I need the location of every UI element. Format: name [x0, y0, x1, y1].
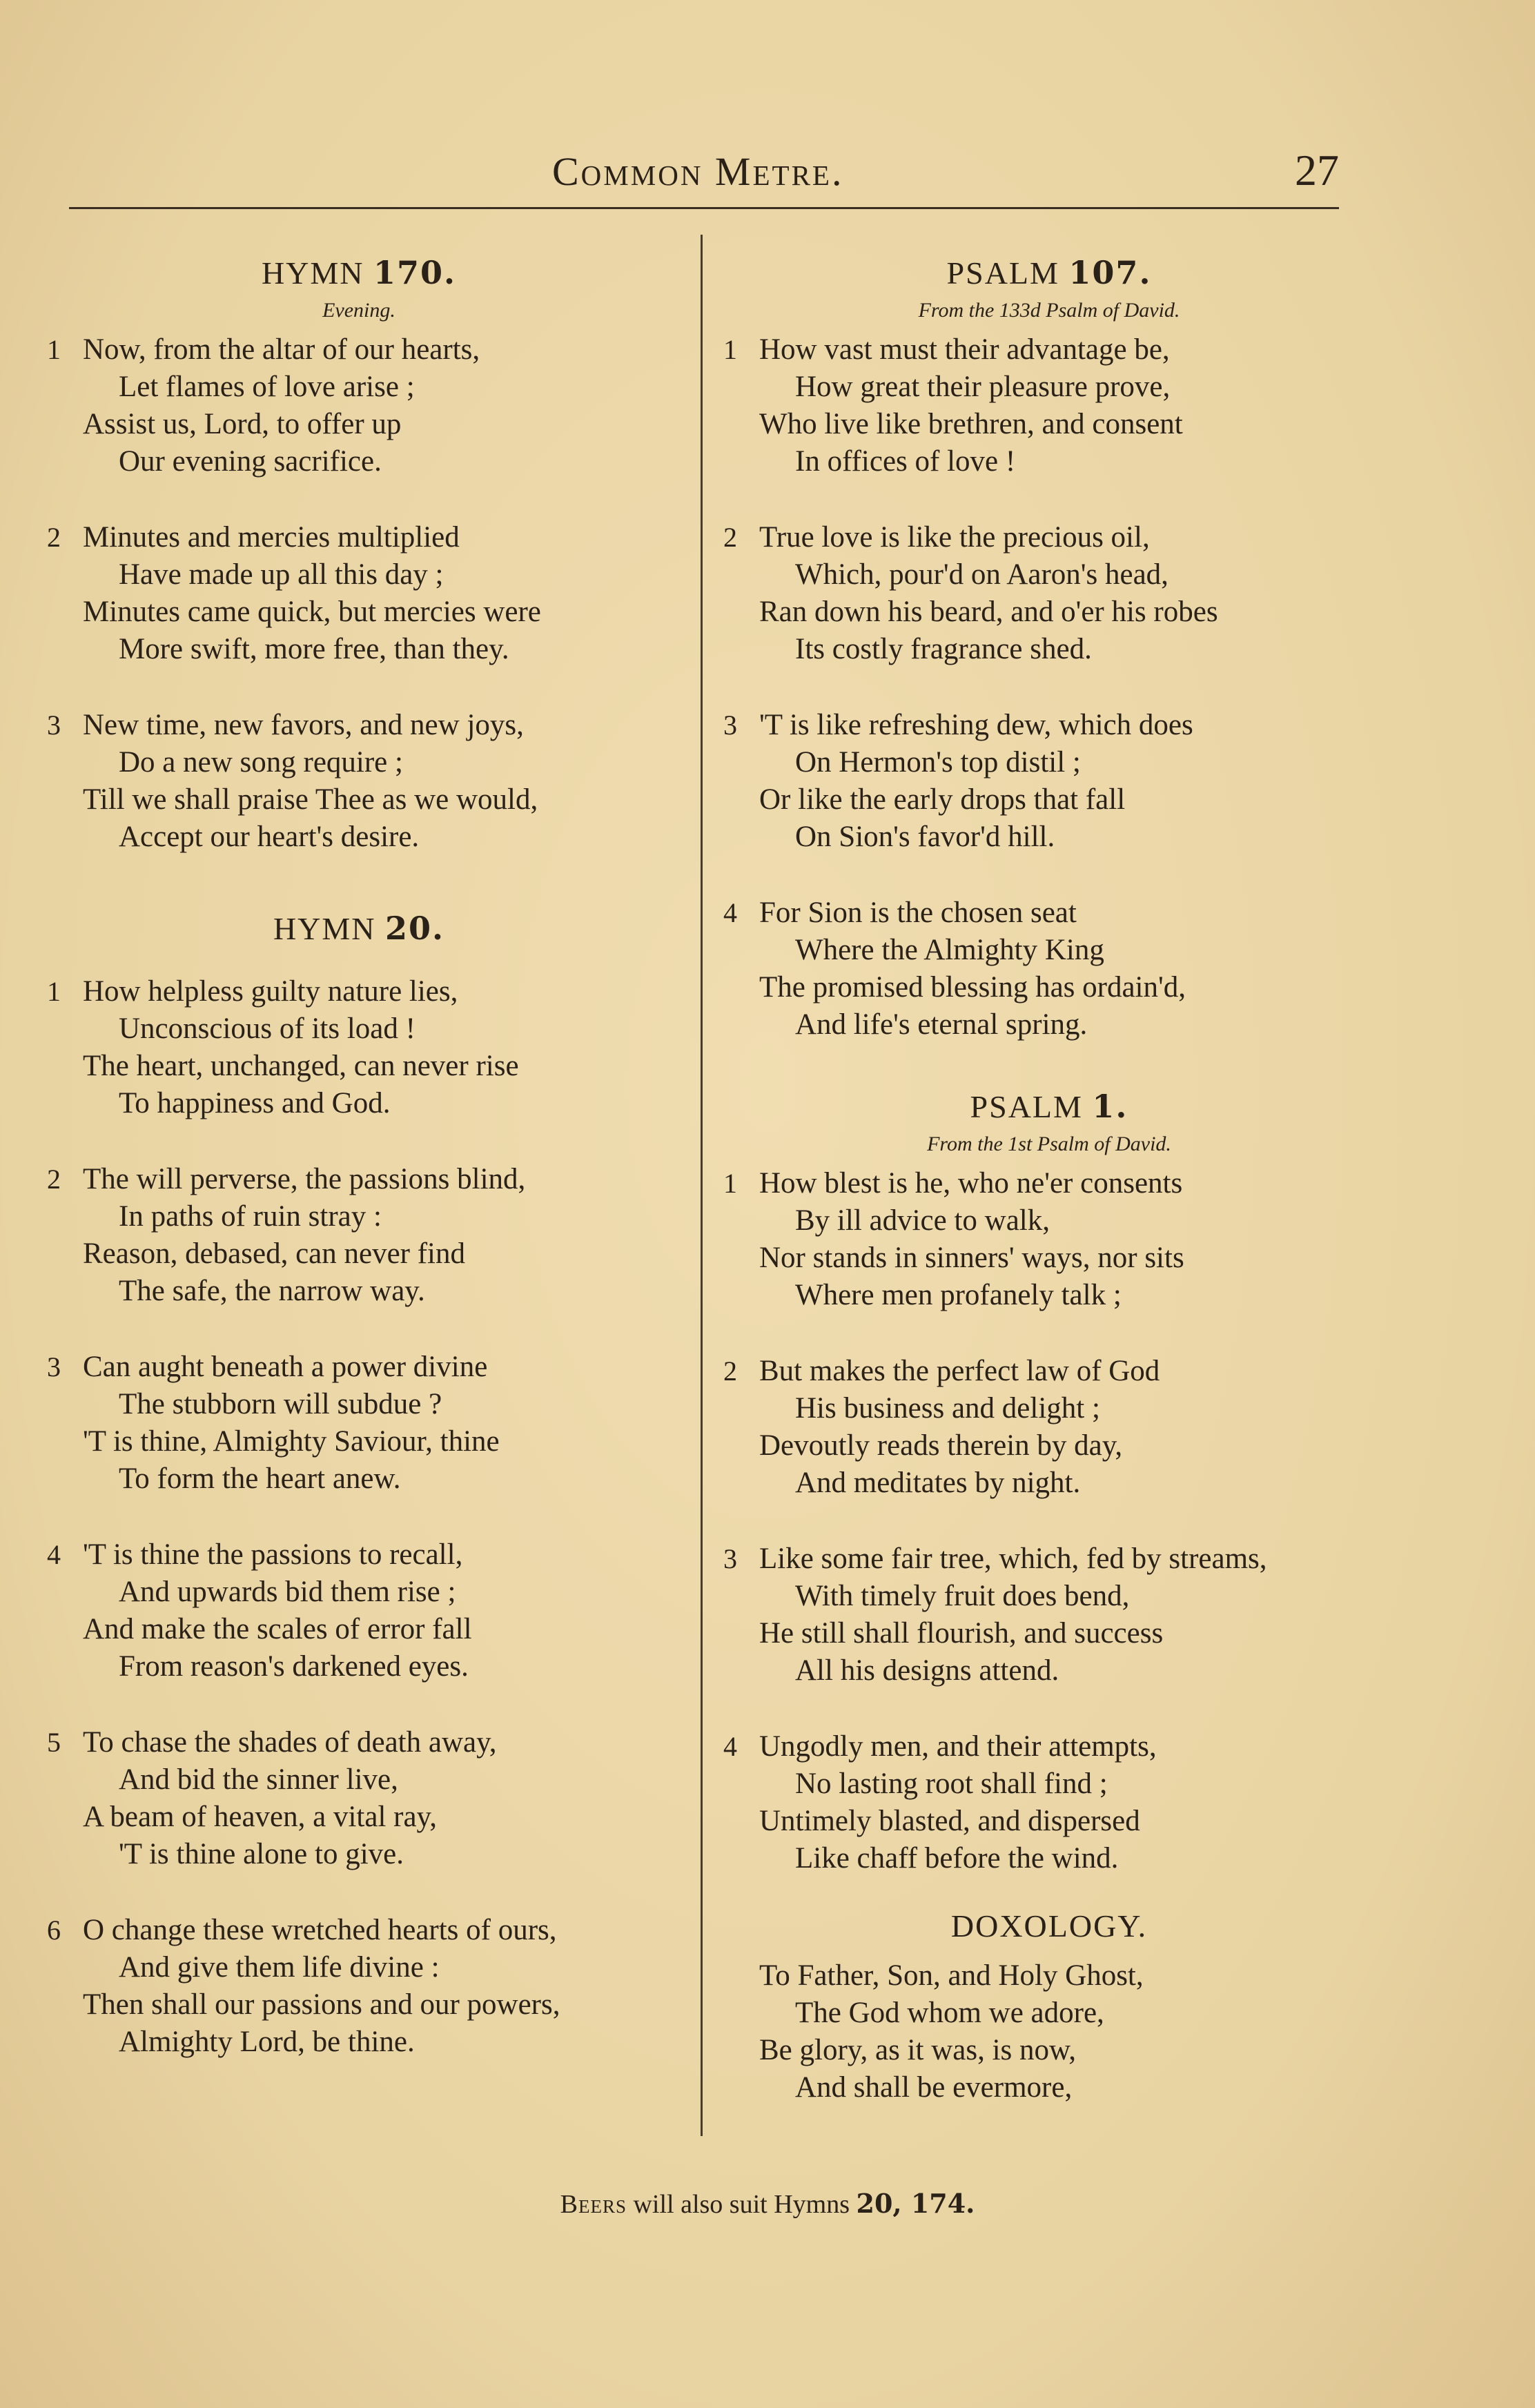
- verse-number: 4: [723, 1731, 737, 1762]
- verse-line: Ran down his beard, and o'er his robes: [759, 596, 1218, 628]
- stanza: [41, 519, 676, 668]
- verse-number: 1: [723, 334, 737, 365]
- verse-line: To Father, Son, and Holy Ghost,: [759, 1959, 1144, 1992]
- verse-line: On Hermon's top distil ;: [795, 746, 1081, 779]
- page-header: [552, 141, 1339, 204]
- verse-line: And meditates by night.: [795, 1467, 1081, 1499]
- verse-line: But makes the perfect law of God: [759, 1355, 1160, 1387]
- doxology-heading: DOXOLOGY.: [950, 1908, 1148, 1944]
- verse-number: 1: [47, 976, 61, 1007]
- verse-line: Let flames of love arise ;: [119, 371, 415, 403]
- verse-line: How helpless guilty nature lies,: [83, 975, 458, 1008]
- verse-line: Then shall our passions and our powers,: [83, 1988, 560, 2021]
- verse-line: And life's eternal spring.: [795, 1008, 1088, 1041]
- heading-label: HYMN: [273, 911, 376, 946]
- verse-number: 1: [47, 334, 61, 365]
- stanza: [41, 973, 676, 1122]
- verse-number: 3: [723, 1543, 737, 1574]
- verse-line: Have made up all this day ;: [119, 558, 444, 591]
- verse-line: Almighty Lord, be thine.: [119, 2026, 415, 2058]
- heading-number: 1.: [1092, 1088, 1128, 1125]
- verse-line: Ungodly men, and their attempts,: [759, 1730, 1157, 1763]
- verse-line: To chase the shades of death away,: [83, 1726, 497, 1759]
- verse-number: 2: [723, 522, 737, 553]
- verse-line: 'T is thine alone to give.: [119, 1838, 404, 1870]
- verse-line: And shall be evermore,: [795, 2071, 1073, 2104]
- stanza: [41, 1349, 676, 1498]
- hymn-170-subtitle: Evening.: [322, 299, 395, 322]
- verse-line: Nor stands in sinners' ways, nor sits: [759, 1242, 1184, 1274]
- verse-number: 6: [47, 1915, 61, 1946]
- verse-line: In paths of ruin stray :: [119, 1200, 382, 1233]
- verse-line: For Sion is the chosen seat: [759, 897, 1077, 929]
- verse-line: The heart, unchanged, can never rise: [83, 1050, 519, 1082]
- psalm-107-heading: [718, 248, 1380, 297]
- verse-line: With timely fruit does bend,: [795, 1580, 1130, 1612]
- stanza: [718, 707, 1380, 856]
- verse-line: And give them life divine :: [119, 1951, 440, 1984]
- verse-line: New time, new favors, and new joys,: [83, 709, 524, 741]
- verse-line: Or like the early drops that fall: [759, 783, 1126, 816]
- right-column: [718, 248, 1380, 2145]
- verse-line: A beam of heaven, a vital ray,: [83, 1801, 437, 1833]
- verse-number: 5: [47, 1727, 61, 1758]
- verse-number: 2: [47, 522, 61, 553]
- verse-line: How vast must their advantage be,: [759, 333, 1170, 366]
- verse-line: Untimely blasted, and dispersed: [759, 1805, 1140, 1837]
- stanza: [718, 331, 1380, 480]
- verse-number: 2: [723, 1355, 737, 1387]
- verse-line: And make the scales of error fall: [83, 1613, 472, 1645]
- header-rule: [69, 207, 1339, 209]
- heading-number: 20.: [385, 910, 445, 947]
- stanza: [41, 331, 676, 480]
- verse-line: Devoutly reads therein by day,: [759, 1429, 1123, 1462]
- verse-line: Like chaff before the wind.: [795, 1842, 1119, 1874]
- page-footer-note: [0, 2188, 1535, 2220]
- verse-line: How blest is he, who ne'er consents: [759, 1167, 1183, 1200]
- stanza: [41, 707, 676, 856]
- verse-line: Minutes came quick, but mercies were: [83, 596, 541, 628]
- verse-line: 'T is thine the passions to recall,: [83, 1538, 463, 1571]
- psalm-1-heading: [718, 1082, 1380, 1130]
- stanza: [41, 1161, 676, 1310]
- verse-line: All his designs attend.: [795, 1654, 1059, 1687]
- verse-line: 'T is like refreshing dew, which does: [759, 709, 1193, 741]
- verse-line: The God whom we adore,: [795, 1997, 1104, 2029]
- verse-line: O change these wretched hearts of ours,: [83, 1914, 557, 1946]
- stanza: [718, 1165, 1380, 1314]
- verse-line: Where men profanely talk ;: [795, 1279, 1122, 1311]
- stanza: [718, 894, 1380, 1044]
- verse-line: From reason's darkened eyes.: [119, 1650, 469, 1683]
- stanza: [718, 519, 1380, 668]
- verse-line: The safe, the narrow way.: [119, 1275, 425, 1307]
- tune-name: Beers: [560, 2190, 627, 2219]
- verse-line: Now, from the altar of our hearts,: [83, 333, 480, 366]
- verse-line: More swift, more free, than they.: [119, 633, 509, 665]
- verse-line: To form the heart anew.: [119, 1462, 401, 1495]
- hymn-20-heading: [41, 904, 676, 952]
- verse-line: Where the Almighty King: [795, 934, 1104, 966]
- doxology-stanza: [718, 1957, 1380, 2106]
- verse-line: Reason, debased, can never find: [83, 1237, 466, 1270]
- verse-number: 4: [723, 897, 737, 928]
- verse-line: Our evening sacrifice.: [119, 445, 382, 478]
- verse-line: To happiness and God.: [119, 1087, 391, 1119]
- verse-number: 4: [47, 1539, 61, 1570]
- column-divider: [701, 235, 703, 2136]
- verse-line: True love is like the precious oil,: [759, 521, 1150, 554]
- verse-number: 1: [723, 1168, 737, 1199]
- stanza: [41, 1724, 676, 1873]
- verse-line: 'T is thine, Almighty Saviour, thine: [83, 1425, 500, 1458]
- verse-line: No lasting root shall find ;: [795, 1768, 1108, 1800]
- verse-number: 2: [47, 1164, 61, 1195]
- verse-line: Which, pour'd on Aaron's head,: [795, 558, 1169, 591]
- stanza: [41, 1536, 676, 1685]
- verse-line: Like some fair tree, which, fed by streams,: [759, 1543, 1267, 1575]
- stanza: [718, 1540, 1380, 1690]
- verse-line: Be glory, as it was, is now,: [759, 2034, 1077, 2066]
- verse-line: The stubborn will subdue ?: [119, 1388, 442, 1420]
- verse-line: And bid the sinner live,: [119, 1763, 398, 1796]
- verse-line: Unconscious of its load !: [119, 1012, 415, 1045]
- stanza: [41, 1912, 676, 2061]
- verse-line: The will perverse, the passions blind,: [83, 1163, 526, 1195]
- verse-line: Till we shall praise Thee as we would,: [83, 783, 538, 816]
- verse-line: Accept our heart's desire.: [119, 821, 420, 853]
- verse-line: Can aught beneath a power divine: [83, 1351, 488, 1383]
- left-column: [41, 248, 676, 2099]
- verse-line: Minutes and mercies multiplied: [83, 521, 460, 554]
- heading-number: 170.: [373, 254, 457, 291]
- verse-line: In offices of love !: [795, 445, 1016, 478]
- heading-label: PSALM: [946, 255, 1059, 291]
- verse-line: Assist us, Lord, to offer up: [83, 408, 402, 440]
- verse-line: He still shall flourish, and success: [759, 1617, 1164, 1650]
- psalm-107-subtitle: From the 133d Psalm of David.: [918, 299, 1180, 322]
- verse-line: His business and delight ;: [795, 1392, 1100, 1425]
- verse-number: 3: [723, 709, 737, 741]
- verse-line: By ill advice to walk,: [795, 1204, 1050, 1237]
- footer-hymn-numbers: 20, 174.: [856, 2188, 975, 2219]
- verse-line: Do a new song require ;: [119, 746, 403, 779]
- verse-line: How great their pleasure prove,: [795, 371, 1171, 403]
- psalm-1-subtitle: From the 1st Psalm of David.: [927, 1133, 1171, 1155]
- verse-number: 3: [47, 709, 61, 741]
- hymn-170-heading: [41, 248, 676, 297]
- stanza: [718, 1353, 1380, 1502]
- heading-label: HYMN: [261, 255, 364, 291]
- page-number: 27: [1295, 146, 1339, 195]
- verse-line: Who live like brethren, and consent: [759, 408, 1183, 440]
- heading-label: PSALM: [970, 1089, 1083, 1124]
- verse-line: Its costly fragrance shed.: [795, 633, 1092, 665]
- heading-number: 107.: [1068, 254, 1152, 291]
- verse-line: And upwards bid them rise ;: [119, 1576, 456, 1608]
- verse-line: The promised blessing has ordain'd,: [759, 971, 1186, 1004]
- verse-line: On Sion's favor'd hill.: [795, 821, 1055, 853]
- footer-text: will also suit Hymns: [626, 2190, 857, 2219]
- verse-number: 3: [47, 1351, 61, 1382]
- stanza: [718, 1728, 1380, 1877]
- running-title: Common Metre.: [552, 149, 844, 194]
